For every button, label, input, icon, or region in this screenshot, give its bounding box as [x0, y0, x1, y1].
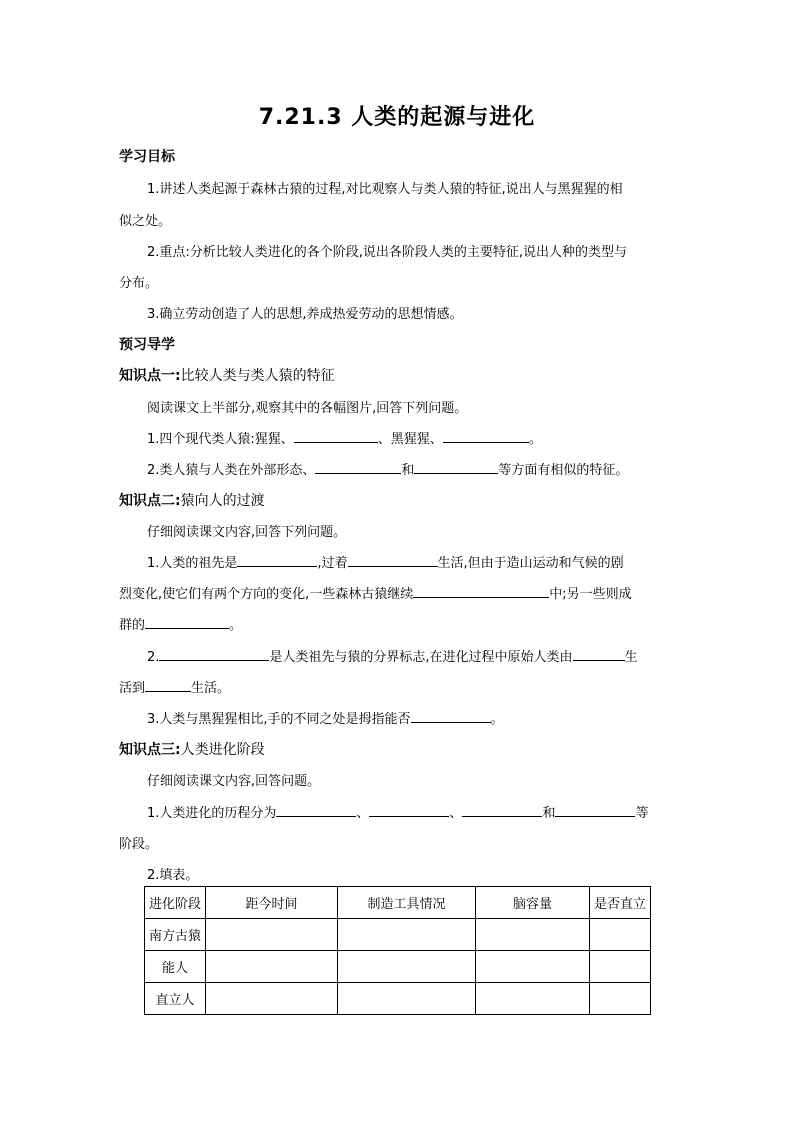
kp1-q1	[147, 428, 542, 447]
kp2-q1-text-e: 中;另一些则成	[549, 587, 632, 602]
table-cell[interactable]	[590, 983, 651, 1015]
table-header-row	[145, 887, 651, 919]
kp2-intro: 仔细阅读课文内容,回答下列问题。	[147, 525, 347, 540]
kp2-q2-line-1	[147, 646, 638, 665]
table-header-cell: 进化阶段	[145, 887, 206, 919]
goal-2-line-2: 分布。	[119, 276, 159, 291]
kp1-label: 知识点一:	[119, 368, 181, 384]
row-label: 直立人	[145, 983, 206, 1015]
table-header-cell: 距今时间	[206, 887, 338, 919]
kp2-q3	[147, 708, 504, 727]
kp3-separator: 、	[449, 806, 463, 821]
goal-3: 3.确立劳动创造了人的思想,养成热爱劳动的思想情感。	[147, 307, 463, 322]
kp2-q1-line-1	[147, 552, 624, 571]
kp3-heading	[119, 739, 265, 759]
table-cell[interactable]	[338, 983, 476, 1015]
kp1-q2-text-a: 2.类人猿与人类在外部形态、	[147, 463, 316, 478]
table-cell[interactable]	[476, 951, 590, 983]
answer-blank[interactable]	[276, 802, 356, 817]
kp2-q2-text-e: 生活。	[191, 681, 231, 696]
answer-blank[interactable]	[237, 552, 317, 567]
kp3-q1-line-2: 阶段。	[119, 837, 159, 852]
kp2-q1-text-f: 群的	[119, 618, 146, 633]
kp3-q2: 2.填表。	[147, 868, 199, 883]
table-cell[interactable]	[476, 983, 590, 1015]
kp1-intro: 阅读课文上半部分,观察其中的各幅图片,回答下列问题。	[147, 401, 468, 416]
kp2-label: 知识点二:	[119, 493, 181, 509]
table-header-cell: 制造工具情况	[338, 887, 476, 919]
answer-blank[interactable]	[294, 428, 378, 443]
kp1-topic: 比较人类与类人猿的特征	[180, 368, 335, 384]
kp3-label: 知识点三:	[119, 742, 181, 758]
kp2-q1-text-c: 生活,但由于造山运动和气候的剧	[437, 556, 624, 571]
answer-blank[interactable]	[462, 802, 542, 817]
kp2-q1-text-b: ,过着	[317, 556, 348, 571]
answer-blank[interactable]	[555, 802, 635, 817]
kp2-q3-text-a: 3.人类与黑猩猩相比,手的不同之处是拇指能否	[147, 712, 411, 727]
answer-blank[interactable]	[315, 459, 401, 474]
kp2-topic: 猿向人的过渡	[180, 493, 265, 509]
row-label: 南方古猿	[145, 919, 206, 951]
kp3-intro: 仔细阅读课文内容,回答问题。	[147, 774, 321, 789]
table-cell[interactable]	[206, 919, 338, 951]
kp2-q3-text-b: 。	[490, 712, 504, 727]
goals-heading: 学习目标	[119, 149, 175, 165]
kp2-q1-text-g: 。	[229, 618, 243, 633]
goal-1-line-2: 似之处。	[119, 214, 172, 229]
table-cell[interactable]	[206, 951, 338, 983]
kp1-heading	[119, 365, 335, 385]
evolution-table	[144, 886, 651, 1015]
kp1-q2-text-b: 和	[401, 463, 415, 478]
kp2-q1-text-a: 1.人类的祖先是	[147, 556, 238, 571]
kp2-heading	[119, 490, 265, 510]
answer-blank[interactable]	[369, 802, 449, 817]
kp2-q1-line-2	[119, 583, 632, 602]
kp1-q1-text-c: 。	[528, 432, 542, 447]
table-row	[145, 983, 651, 1015]
kp3-q1-text-a: 1.人类进化的历程分为	[147, 806, 277, 821]
table-cell[interactable]	[590, 919, 651, 951]
table-cell[interactable]	[338, 951, 476, 983]
kp3-q1-text-b: 和	[542, 806, 556, 821]
answer-blank[interactable]	[411, 708, 491, 723]
kp1-q1-text-a: 1.四个现代类人猿:猩猩、	[147, 432, 294, 447]
kp2-q1-text-d: 烈变化,使它们有两个方向的变化,一些森林古猿继续	[119, 587, 414, 602]
kp2-q2-line-2	[119, 677, 230, 696]
answer-blank[interactable]	[145, 614, 229, 629]
table-cell[interactable]	[338, 919, 476, 951]
answer-blank[interactable]	[413, 583, 549, 598]
kp3-q1-line-1	[147, 802, 648, 821]
kp2-q2-text-c: 生	[624, 650, 638, 665]
kp2-q2-text-b: 是人类祖先与猿的分界标志,在进化过程中原始人类由	[269, 650, 573, 665]
answer-blank[interactable]	[348, 552, 438, 567]
kp3-topic: 人类进化阶段	[180, 742, 265, 758]
page-title: 7.21.3 人类的起源与进化	[258, 105, 536, 130]
answer-blank[interactable]	[414, 459, 498, 474]
goal-1-line-1: 1.讲述人类起源于森林古猿的过程,对比观察人与类人猿的特征,说出人与黑猩猩的相	[147, 182, 623, 197]
answer-blank[interactable]	[145, 677, 191, 692]
table-header-cell: 是否直立	[590, 887, 651, 919]
table-cell[interactable]	[590, 951, 651, 983]
kp3-separator: 、	[356, 806, 370, 821]
preview-heading: 预习导学	[119, 337, 175, 353]
goal-2-line-1: 2.重点:分析比较人类进化的各个阶段,说出各阶段人类的主要特征,说出人种的类型与	[147, 245, 628, 260]
answer-blank[interactable]	[573, 646, 625, 661]
kp2-q2-text-d: 活到	[119, 681, 146, 696]
table-header-cell: 脑容量	[476, 887, 590, 919]
kp1-q2-text-c: 等方面有相似的特征。	[498, 463, 629, 478]
answer-blank[interactable]	[159, 646, 269, 661]
kp2-q2-text-a: 2.	[147, 650, 160, 665]
row-label: 能人	[145, 951, 206, 983]
table-row	[145, 951, 651, 983]
table-cell[interactable]	[206, 983, 338, 1015]
kp1-q2	[147, 459, 628, 478]
table-cell[interactable]	[476, 919, 590, 951]
answer-blank[interactable]	[443, 428, 529, 443]
kp3-q1-text-c: 等	[635, 806, 649, 821]
kp2-q1-line-3	[119, 614, 242, 633]
kp1-q1-text-b: 、黑猩猩、	[377, 432, 443, 447]
table-row	[145, 919, 651, 951]
